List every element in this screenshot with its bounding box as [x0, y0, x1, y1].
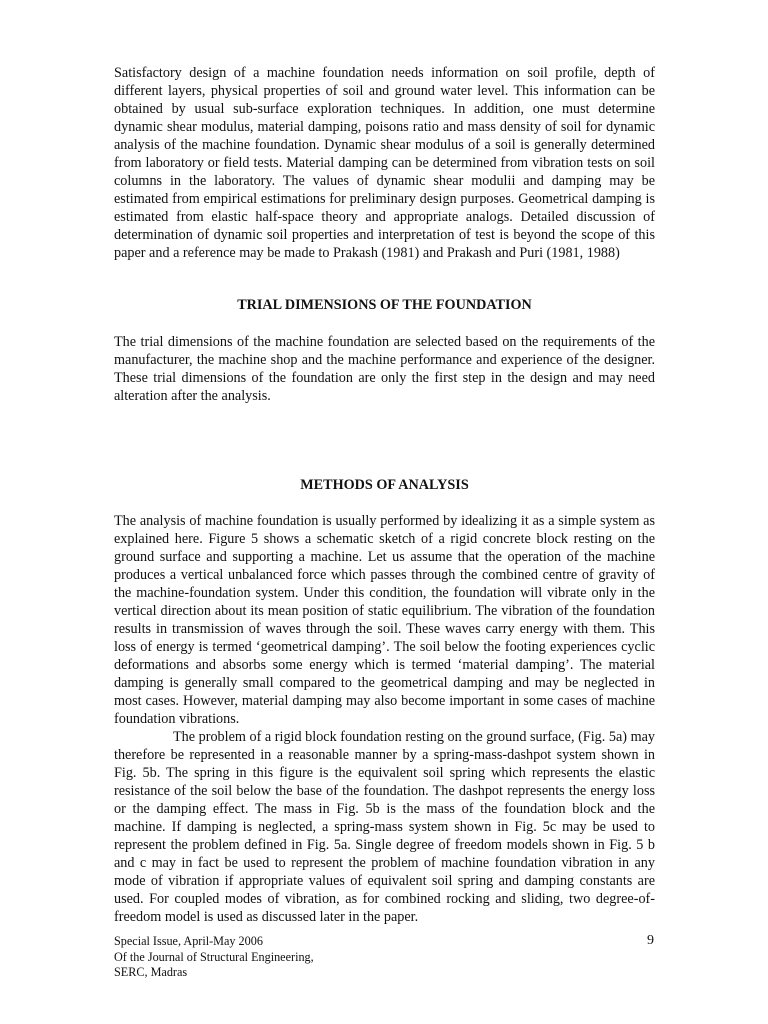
analysis-section	[114, 512, 655, 926]
footer-journal: Of the Journal of Structural Engineering,	[114, 949, 314, 964]
paragraph-soil-information: Satisfactory design of a machine foundation needs information on soil profile, depth of different layers, physical properties of soil and ground water level. This information can be obtained by usual sub-surface exploration techniques. In addition, one must determine dynamic shear modulus, material damping, poisons ratio and mass density of soil for dynamic analysis of the machine foundation. Dynamic shear modulus of a soil is generally determined from laboratory or field tests. Material damping can be determined from vibration tests on soil columns in the laboratory. The values of dynamic shear modulii and damping may be estimated from empirical estimations for preliminary design purposes. Geometrical damping is estimated from elastic half-space theory and appropriate analogs. Detailed discussion of determination of dynamic soil properties and interpretation of test is beyond the scope of this paper and a reference may be made to Prakash (1981) and Prakash and Puri (1981, 1988)	[114, 65, 655, 261]
heading-trial-dimensions: TRIAL DIMENSIONS OF THE FOUNDATION	[237, 297, 532, 313]
footer-issue: Special Issue, April-May 2006	[114, 934, 263, 948]
paragraph-analysis: The analysis of machine foundation is usually performed by idealizing it as a simple system as explained here. Figure 5 shows a schematic sketch of a rigid concrete block resting on the ground surface and supporting a machine. Let us assume that the operation of the machine produces a vertical unbalanced force which passes through the combined centre of gravity of the machine-foundation system. Under this condition, the foundation will vibrate only in the vertical direction about its mean position of static equilibrium. The vibration of the foundation results in transmission of waves through the soil. These waves carry energy with them. This loss of energy is termed ‘geometrical damping’. The soil below the footing experiences cyclic deformations and absorbs some energy which is termed ‘material damping’. The material damping is generally small compared to the geometrical damping and may be neglected in most cases. However, material damping may also become important in some cases of machine foundation vibrations.	[114, 513, 655, 727]
journal-footer	[114, 934, 314, 981]
paragraph-trial-dimensions: The trial dimensions of the machine foundation are selected based on the requirements of the manufacturer, the machine shop and the machine performance and experience of the designer. These trial dimensions of the foundation are only the first step in the design and may need alteration after the analysis.	[114, 334, 655, 404]
heading-methods-of-analysis: METHODS OF ANALYSIS	[300, 477, 469, 493]
trial-paragraph	[114, 333, 655, 405]
paragraph-rigid-block: The problem of a rigid block foundation resting on the ground surface, (Fig. 5a) may therefore be represented in a reasonable manner by a spring-mass-dashpot system shown in Fig. 5b. The spring in this figure is the equivalent soil spring which represents the elastic resistance of the soil below the base of the foundation. The dashpot represents the energy loss or the damping effect. The mass in Fig. 5b is the mass of the foundation block and the machine. If damping is neglected, a spring-mass system shown in Fig. 5c may be used to represent the problem defined in Fig. 5a. Single degree of freedom models shown in Fig. 5 b and c may in fact be used to represent the problem of machine foundation vibration in any mode of vibration if appropriate values of equivalent soil spring and damping constants are used. For coupled modes of vibration, as for combined rocking and sliding, two degree-of-freedom model is used as discussed later in the paper.	[114, 729, 655, 925]
intro-paragraph	[114, 64, 655, 262]
footer-institution: SERC, Madras	[114, 965, 188, 979]
page-number: 9	[647, 933, 654, 948]
